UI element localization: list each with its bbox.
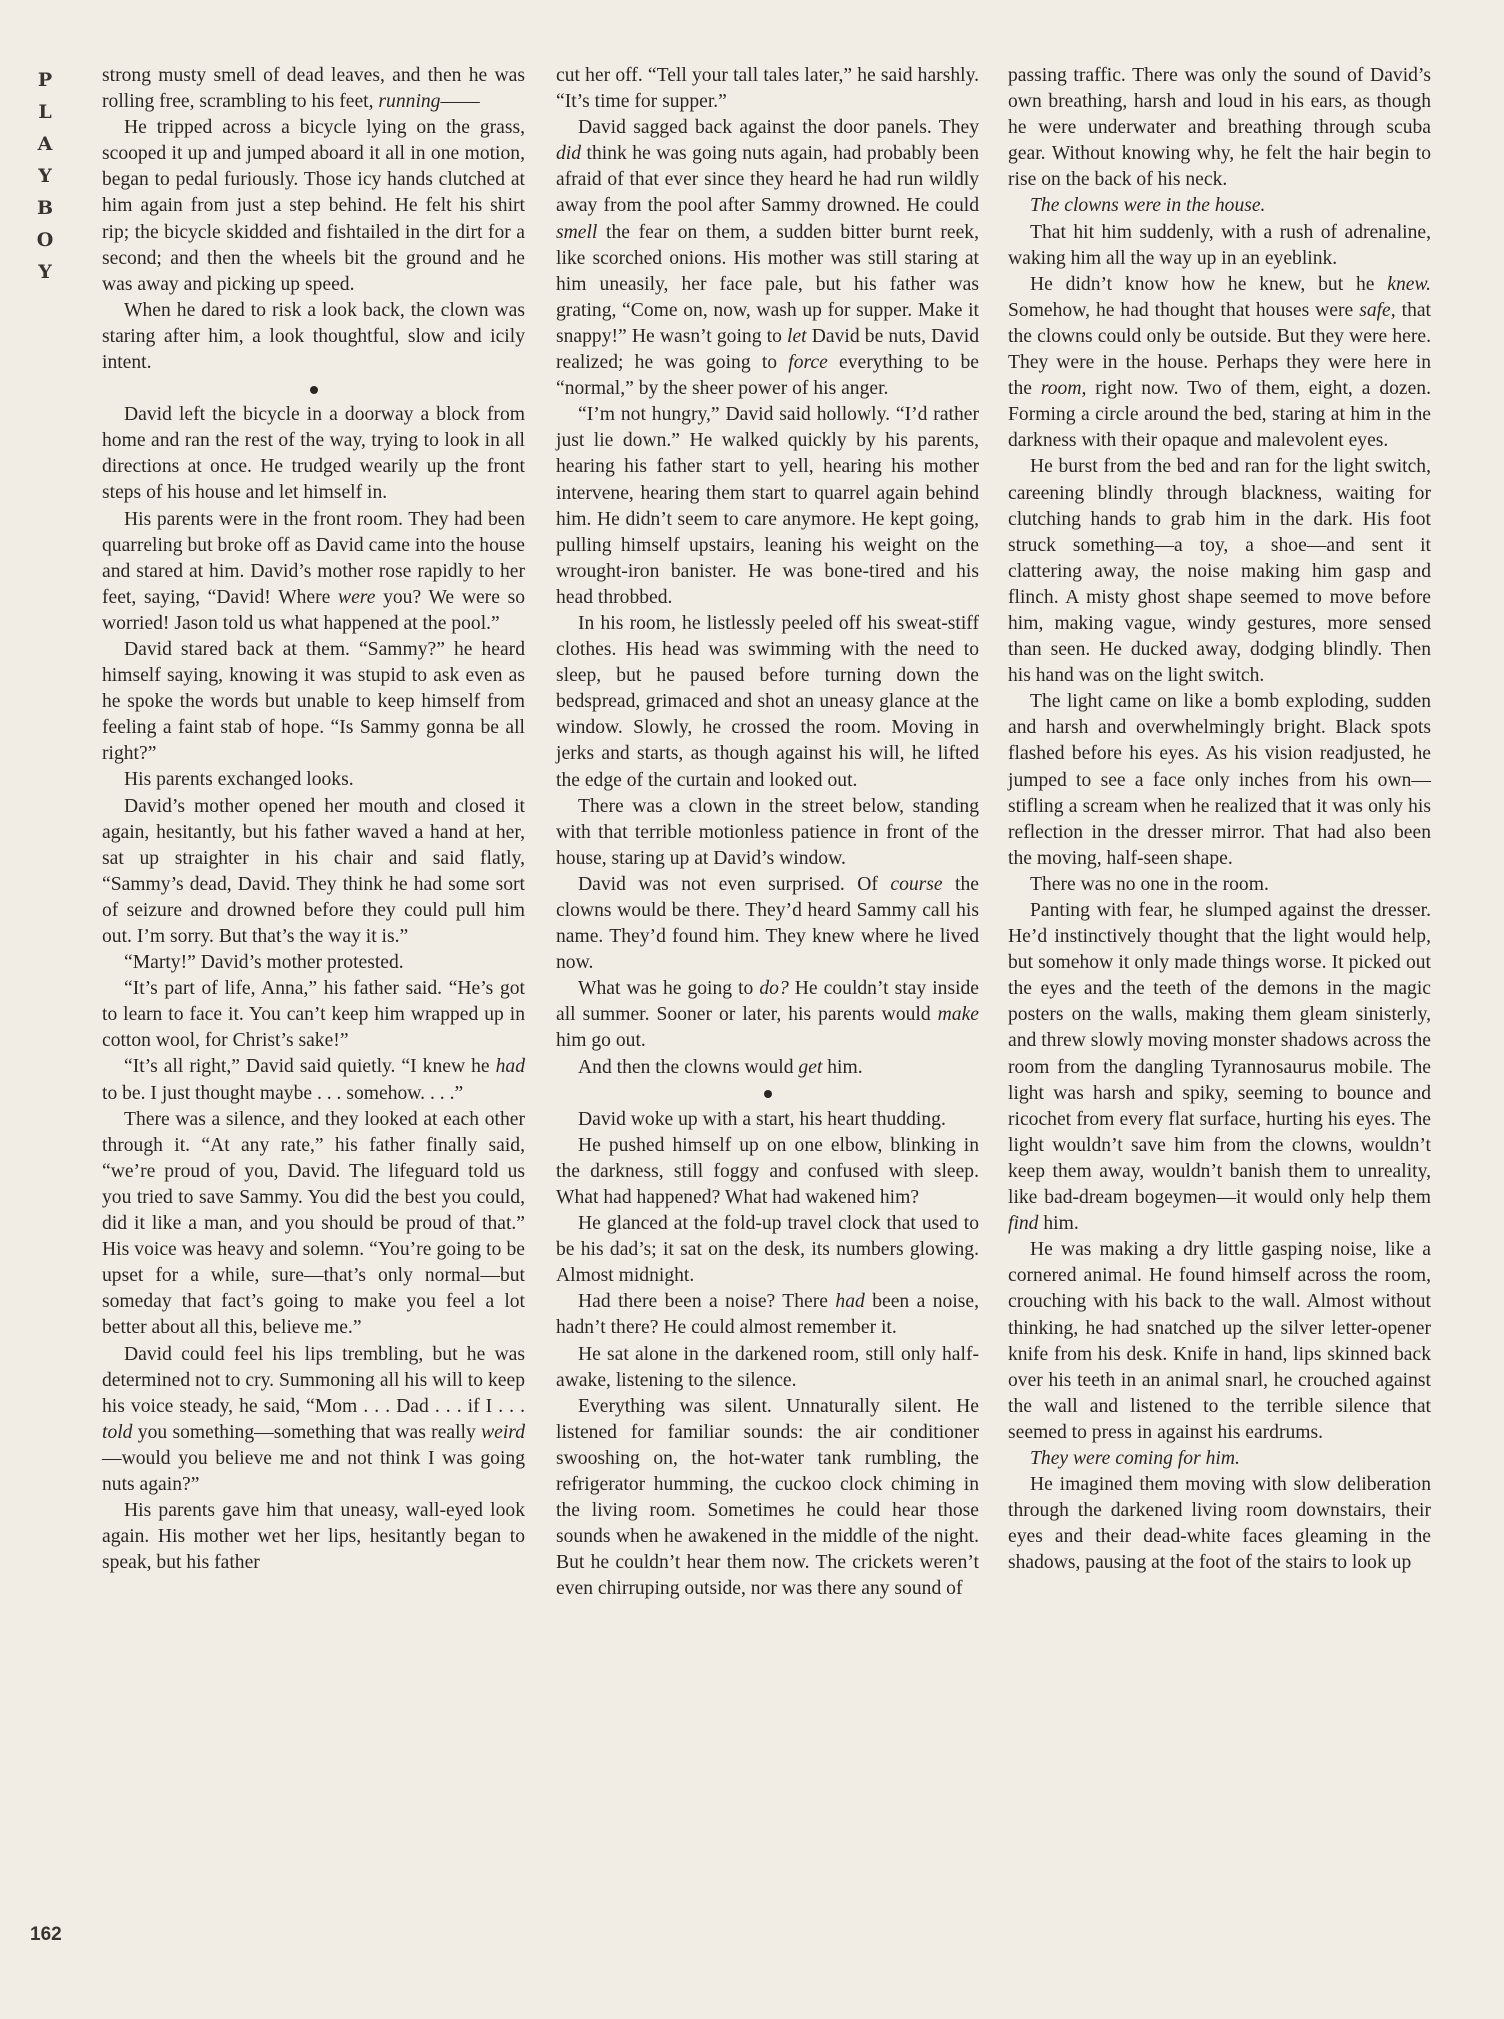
paragraph: David could feel his lips trembling, but he was determined not to cry. Summoning all his will to keep his voice steady, he said, “Mom . . . Dad . . . if I . . . told you something—something that was really weird—would you believe me and not think I was going nuts again?” [102,1343,525,1495]
text-column-1 [102,63,525,1576]
paragraph: That hit him suddenly, with a rush of adrenaline, waking him all the way up in an eyeblink. [1008,221,1431,269]
paragraph: His parents gave him that uneasy, wall-eyed look again. His mother wet her lips, hesitantly began to speak, but his father [102,1500,525,1574]
paragraph: passing traffic. There was only the sound of David’s own breathing, harsh and loud in his ears, as though he were underwater and breathing through scuba gear. Without knowing why, he felt the hair begin to rise on the back of his neck. [1008,65,1431,191]
paragraph: He tripped across a bicycle lying on the grass, scooped it up and jumped aboard it all in one motion, began to pedal furiously. Those icy hands clutched at him again from just a step behind. He felt his shirt rip; the bicycle skidded and fishtailed in the dirt for a second; and then the wheels bit the ground and he was away and picking up speed. [102,117,525,295]
spine-letter: B [36,197,54,219]
paragraph: There was no one in the room. [1030,873,1269,895]
spine-letter: O [36,229,54,251]
paragraph: David’s mother opened her mouth and closed it again, hesitantly, but his father waved a hand at her, sat up straighter in his chair and said flatly, “Sammy’s dead, David. They think he had some sort of seizure and drowned before they could pull him out. I’m sorry. But that’s the way it is.” [102,795,525,947]
paragraph: He sat alone in the darkened room, still only half-awake, listening to the silence. [556,1343,979,1391]
paragraph: He glanced at the fold-up travel clock that used to be his dad’s; it sat on the desk, its numbers glowing. Almost midnight. [556,1213,979,1287]
paragraph: Panting with fear, he slumped against the dresser. He’d instinctively thought that the light would help, but somehow it only made things worse. It picked out the eyes and the teeth of the demons in the magic posters on the walls, making them gleam sinisterly, and threw slowly moving monster shadows across the room from the dangling Tyrannosaurus mobile. The light was harsh and spiky, seeming to bounce and ricochet from every flat surface, hurting his eyes. The light wouldn’t save him from the clowns, wouldn’t keep them away, wouldn’t banish them to unreality, like bad-dream bogeymen—it would only help them find him. [1008,900,1431,1235]
paragraph: The light came on like a bomb exploding, sudden and harsh and overwhelmingly bright. Black spots flashed before his eyes. As his vision readjusted, he jumped to see a face only inches from his own—stifling a scream when he realized that it was only his reflection in the dresser mirror. That had also been the moving, half-seen shape. [1008,691,1431,869]
paragraph: They were coming for him. [1030,1447,1240,1469]
paragraph: His parents were in the front room. They had been quarreling but broke off as David came into the house and stared at him. David’s mother rose rapidly to her feet, saying, “David! Where were you? We were so worried! Jason told us what happened at the pool.” [102,508,525,634]
paragraph: In his room, he listlessly peeled off his sweat-stiff clothes. His head was swimming with the need to sleep, but he paused before turning down the bedspread, grimaced and shot an uneasy glance at the window. Slowly, he crossed the room. Moving in jerks and starts, as though against his will, he lifted the edge of the curtain and looked out. [556,612,979,791]
paragraph: He pushed himself up on one elbow, blinking in the darkness, still foggy and confused with sleep. What had happened? What had wakened him? [556,1134,979,1208]
paragraph: Had there been a noise? There had been a noise, hadn’t there? He could almost remember it. [556,1291,980,1339]
paragraph: There was a clown in the street below, standing with that terrible motionless patience in front of the house, staring up at David’s window. [556,795,979,869]
paragraph: David woke up with a start, his heart thudding. [578,1108,946,1130]
spine-letter: Y [38,261,52,283]
paragraph: He burst from the bed and ran for the light switch, careening blindly through blackness, waiting for clutching hands to grab him in the dark. His foot struck something—a toy, a shoe—and sent it clattering away, the noise making him gasp and flinch. A misty ghost shape seemed to move before him, making vague, windy gestures, more sensed than seen. He ducked away, dodging blindly. Then his hand was on the light switch. [1008,456,1431,687]
paragraph: What was he going to do? He couldn’t stay inside all summer. Sooner or later, his parents would make him go out. [556,978,980,1052]
paragraph: There was a silence, and they looked at each other through it. “At any rate,” his father finally said, “we’re proud of you, David. The lifeguard told us you tried to save Sammy. You did the best you could, did it like a man, and you should be proud of that.” His voice was heavy and solemn. “You’re going to be upset for a while, sure—that’s only normal—but someday that fact’s going to make you feel a lot better about all this, believe me.” [102,1108,525,1339]
paragraph: “I’m not hungry,” David said hollowly. “I’d rather just lie down.” He walked quickly by his parents, hearing his father start to yell, hearing his mother intervene, hearing them start to quarrel again behind him. He didn’t seem to care anymore. He kept going, pulling himself upstairs, leaning his weight on the wrought-iron banister. He was bone-tired and his head throbbed. [556,404,979,608]
spine-letter: L [38,101,52,123]
section-break-bullet [102,376,525,402]
paragraph: cut her off. “Tell your tall tales later,” he said harshly. “It’s time for supper.” [556,65,979,113]
paragraph: He didn’t know how he knew, but he knew. Somehow, he had thought that houses were safe, that the clowns could only be outside. But they were here. They were in the house. Perhaps they were here in the room, right now. Two of them, eight, a dozen. Forming a circle around the bed, staring at him in the darkness with their opaque and malevolent eyes. [1008,273,1432,452]
spine-letter: Y [38,165,52,187]
paragraph: And then the clowns would get him. [578,1056,863,1078]
page-number: 162 [30,1924,62,1945]
paragraph: David was not even surprised. Of course the clowns would be there. They’d heard Sammy call his name. They’d found him. They knew where he lived now. [556,873,979,974]
spine-letter: A [37,133,53,155]
paragraph: David stared back at them. “Sammy?” he heard himself saying, knowing it was stupid to ask even as he spoke the words but unable to keep himself from feeling a faint stab of hope. “Is Sammy gonna be all right?” [102,638,525,765]
text-column-3 [1008,63,1431,1576]
paragraph: He was making a dry little gasping noise, like a cornered animal. He found himself across the room, crouching with his back to the wall. Almost without thinking, he had snatched up the silver letter-opener knife from his desk. Knife in hand, lips skinned back over his teeth in an animal snarl, he crouched against the wall and listened to the terrible silence that seemed to press in against his eardrums. [1008,1239,1431,1443]
paragraph: When he dared to risk a look back, the clown was staring after him, a look thoughtful, slow and icily intent. [102,299,525,374]
paragraph: “It’s all right,” David said quietly. “I knew he had to be. I just thought maybe . . . somehow. . . .” [102,1056,525,1104]
magazine-spine-label [30,64,60,288]
paragraph: Everything was silent. Unnaturally silent. He listened for familiar sounds: the air conditioner swooshing on, the hot-water tank rumbling, the refrigerator humming, the cuckoo clock chiming in the living room. Sometimes he could hear those sounds when he awakened in the middle of the night. But he couldn’t hear them now. The crickets weren’t even chirruping outside, nor was there any sound of [556,1395,979,1600]
section-break-bullet [556,1081,979,1107]
paragraph: David sagged back against the door panels. They did think he was going nuts again, had probably been afraid of that ever since they heard he had run wildly away from the pool after Sammy drowned. He could smell the fear on them, a sudden bitter burnt reek, like scorched onions. His mother was still staring at him uneasily, her face pale, but his father was grating, “Come on, now, wash up for supper. Make it snappy!” He wasn’t going to let David be nuts, David realized; he was going to force everything to be “normal,” by the sheer power of his anger. [556,117,979,400]
paragraph: “It’s part of life, Anna,” his father said. “He’s got to learn to face it. You can’t keep him wrapped up in cotton wool, for Christ’s sake!” [102,978,525,1052]
text-column-2 [556,63,979,1602]
paragraph: David left the bicycle in a doorway a block from home and ran the rest of the way, trying to look in all directions at once. He trudged wearily up the front steps of his house and let himself in. [102,404,525,504]
paragraph: He imagined them moving with slow deliberation through the darkened living room downstairs, their eyes and their dead-white faces gleaming in the shadows, pausing at the foot of the stairs to look up [1008,1474,1431,1574]
paragraph: His parents exchanged looks. [124,769,354,791]
paragraph: strong musty smell of dead leaves, and then he was rolling free, scrambling to his feet, running—— [102,65,525,113]
paragraph: The clowns were in the house. [1030,195,1266,217]
paragraph: “Marty!” David’s mother protested. [124,952,404,974]
spine-letter: P [37,69,53,91]
